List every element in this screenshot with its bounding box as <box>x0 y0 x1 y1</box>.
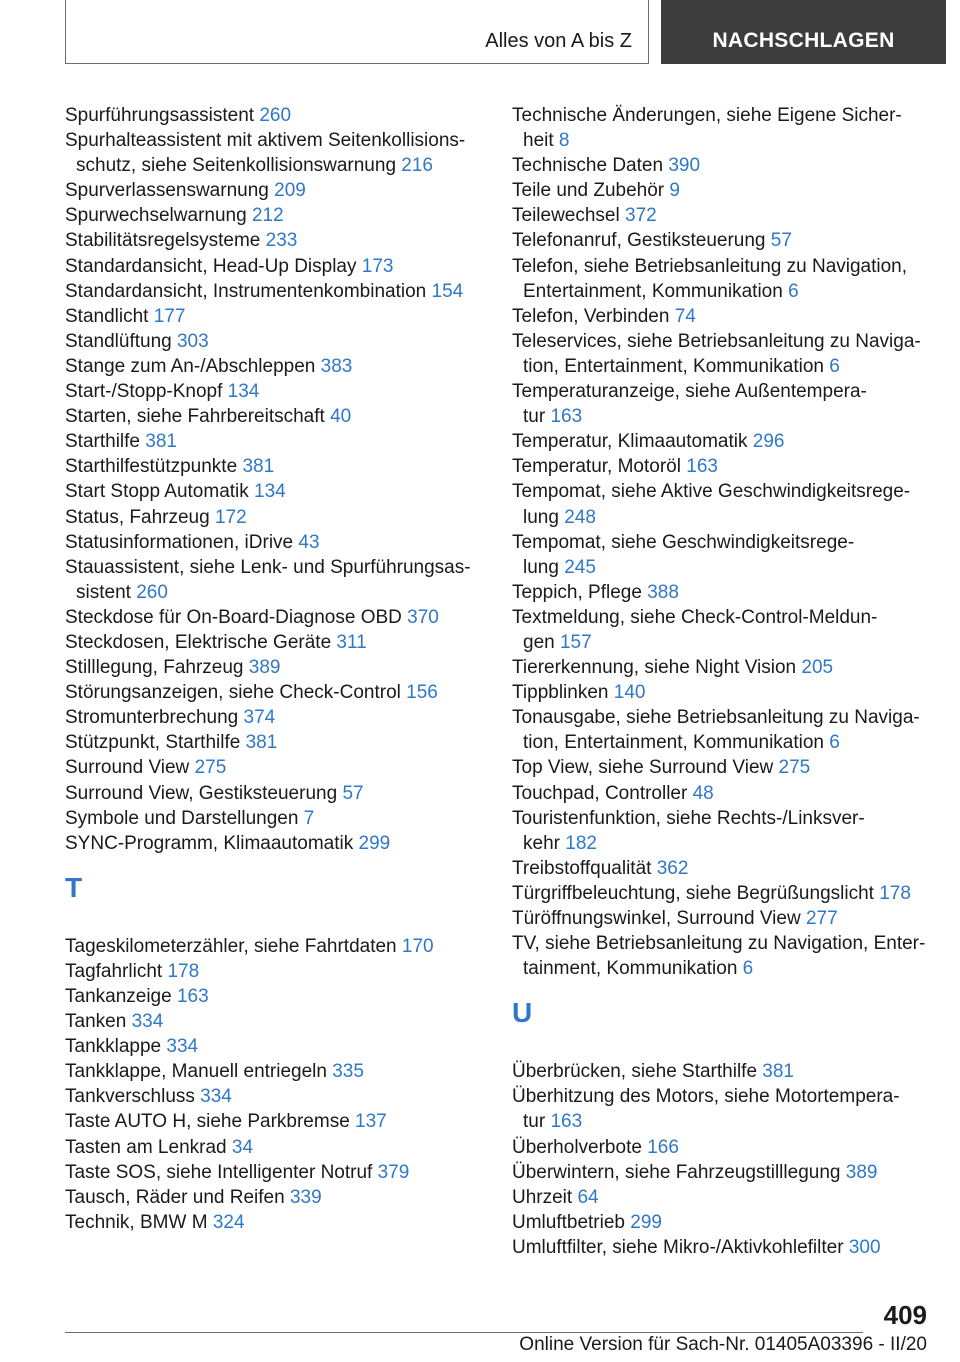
page-reference-link[interactable]: 374 <box>243 707 276 729</box>
page-number: 409 <box>883 1300 927 1330</box>
index-entry <box>65 959 495 984</box>
index-term-continued: lung <box>523 506 559 528</box>
index-column-left <box>65 103 495 1235</box>
index-entry <box>65 755 495 780</box>
page-reference-link[interactable]: 383 <box>320 355 353 377</box>
index-term: Starthilfestützpunkte <box>65 456 238 478</box>
index-entry <box>65 984 495 1009</box>
page-reference-link[interactable]: 209 <box>274 180 306 202</box>
index-entry <box>512 806 942 856</box>
index-entry <box>65 1135 495 1160</box>
page-reference-link[interactable]: 303 <box>176 330 209 352</box>
page-reference-link[interactable]: 182 <box>565 832 597 854</box>
page-reference-link[interactable]: 163 <box>550 1111 583 1133</box>
index-term: Temperatur, Motoröl <box>512 456 681 478</box>
index-entry <box>512 479 942 529</box>
index-entry <box>65 806 495 831</box>
page-reference-link[interactable]: 163 <box>176 986 209 1007</box>
index-entry <box>65 329 495 354</box>
index-term: Stilllegung, Fahrzeug <box>65 657 244 679</box>
header-tab-nachschlagen[interactable]: NACHSCHLAGEN <box>661 0 946 64</box>
index-entry <box>65 1109 495 1134</box>
index-term-continued: tion, Entertainment, Kommunikation <box>523 355 824 377</box>
page-reference-link[interactable]: 177 <box>153 305 186 327</box>
index-term: Umluftfilter, siehe Mikro-/Aktivkohlefilter <box>512 1236 844 1258</box>
index-term: Teile und Zubehör <box>512 180 665 202</box>
index-term-continued: Entertainment, Kommunikation <box>523 280 783 302</box>
page-reference-link[interactable]: 248 <box>564 506 596 528</box>
index-entry <box>512 1160 942 1185</box>
page-reference-link[interactable]: 178 <box>167 960 200 982</box>
index-entry <box>512 1059 942 1084</box>
index-entry <box>65 103 495 128</box>
page-reference-link[interactable]: 156 <box>406 682 438 704</box>
index-entry <box>512 103 942 153</box>
page-reference-link[interactable]: 275 <box>778 757 811 779</box>
header-section-title: Alles von A bis Z <box>485 30 632 52</box>
index-term: Top View, siehe Surround View <box>512 757 774 779</box>
index-entry <box>65 655 495 680</box>
index-entry <box>65 630 495 655</box>
index-entry <box>65 1185 495 1210</box>
index-term: Surround View, Gestiksteuerung <box>65 782 338 804</box>
index-list-s <box>65 103 495 856</box>
index-entry <box>65 705 495 730</box>
index-term: Starthilfe <box>65 431 140 453</box>
index-entry <box>65 479 495 504</box>
index-entry <box>512 655 942 680</box>
page-reference-link[interactable]: 381 <box>242 456 275 478</box>
index-entry <box>65 530 495 555</box>
index-entry <box>512 178 942 203</box>
footer-version: Online Version für Sach-Nr. 01405A03396 - II/20 <box>519 1334 927 1355</box>
index-term: Standardansicht, Head-Up Display <box>65 255 357 277</box>
page-reference-link[interactable]: 212 <box>251 205 284 227</box>
page-reference-link[interactable]: 8 <box>558 130 570 152</box>
index-entry <box>65 254 495 279</box>
footer-divider <box>65 1332 863 1333</box>
page-reference-link[interactable]: 389 <box>248 657 281 679</box>
index-entry <box>512 1185 942 1210</box>
index-term: Taste AUTO H, siehe Parkbremse <box>65 1111 350 1133</box>
index-entry <box>512 454 942 479</box>
index-entry <box>512 429 942 454</box>
index-entry <box>512 530 942 580</box>
page-reference-link[interactable]: 339 <box>289 1186 322 1208</box>
index-term: Starten, siehe Fahrbereitschaft <box>65 406 325 428</box>
index-entry <box>65 228 495 253</box>
page-reference-link[interactable]: 137 <box>355 1111 387 1133</box>
index-term: Überwintern, siehe Fahrzeugstilllegung <box>512 1161 841 1183</box>
index-term: Steckdose für On-Board-Diagnose OBD <box>65 606 402 628</box>
index-term: Tippblinken <box>512 682 609 704</box>
index-entry <box>65 354 495 379</box>
index-term: Surround View <box>65 757 190 779</box>
page-reference-link[interactable]: 7 <box>303 807 315 829</box>
page-reference-link[interactable]: 6 <box>829 732 840 754</box>
index-term: Tiererkennung, siehe Night Vision <box>512 657 797 679</box>
page-reference-link[interactable]: 388 <box>647 581 679 603</box>
page-reference-link[interactable]: 57 <box>342 782 364 804</box>
page-reference-link[interactable]: 64 <box>577 1186 599 1208</box>
index-entry <box>512 856 942 881</box>
index-entry <box>512 881 942 906</box>
index-entry <box>65 379 495 404</box>
index-entry <box>65 404 495 429</box>
page-reference-link[interactable]: 334 <box>200 1086 232 1108</box>
page-reference-link[interactable]: 260 <box>136 581 168 603</box>
index-term-continued: schutz, siehe Seitenkollisionswarnung <box>76 155 397 177</box>
index-entry <box>65 429 495 454</box>
index-term: Spurführungsassistent <box>65 105 255 126</box>
index-term: Teilewechsel <box>512 205 620 227</box>
index-term: Tausch, Räder und Reifen <box>65 1186 285 1208</box>
page-reference-link[interactable]: 216 <box>401 155 433 177</box>
index-term: Störungsanzeigen, siehe Check-Control <box>65 682 401 704</box>
index-term: Stützpunkt, Starthilfe <box>65 732 241 754</box>
page-reference-link[interactable]: 370 <box>407 606 439 628</box>
index-term: Tageskilometerzähler, siehe Fahrtdaten <box>65 935 397 957</box>
index-term: Telefon, siehe Betriebsanleitung zu Navigation, <box>512 255 908 277</box>
index-entry <box>512 228 942 253</box>
page-reference-link[interactable]: 9 <box>669 180 680 202</box>
page-reference-link[interactable]: 299 <box>630 1211 662 1233</box>
index-entry <box>65 454 495 479</box>
page-reference-link[interactable]: 389 <box>845 1161 878 1183</box>
index-term: Türgriffbeleuchtung, siehe Begrüßungslicht <box>512 882 874 904</box>
page-reference-link[interactable]: 74 <box>674 305 696 327</box>
index-entry <box>512 153 942 178</box>
index-list-t-continued <box>512 103 942 981</box>
index-entry <box>512 203 942 228</box>
index-entry <box>512 906 942 931</box>
index-term: Uhrzeit <box>512 1186 573 1208</box>
index-letter-u: U <box>512 997 533 1029</box>
index-term: Textmeldung, siehe Check-Control-Meldun- <box>512 606 878 628</box>
index-term: Tanken <box>65 1011 127 1033</box>
page-reference-link[interactable]: 260 <box>259 105 292 126</box>
index-term: Spurhalteassistent mit aktivem Seitenkollisions- <box>65 130 466 152</box>
index-term: Treibstoffqualität <box>512 857 652 879</box>
index-term: Spurverlassenswarnung <box>65 180 269 202</box>
index-term: Stabilitätsregelsysteme <box>65 230 261 252</box>
page-reference-link[interactable]: 134 <box>227 381 260 403</box>
index-term-continued: tur <box>523 406 546 428</box>
index-term: Teleservices, siehe Betriebsanleitung zu Naviga- <box>512 330 921 352</box>
index-entry <box>65 1059 495 1084</box>
page-reference-link[interactable]: 277 <box>805 908 838 929</box>
index-term: SYNC-Programm, Klimaautomatik <box>65 832 354 854</box>
index-entry <box>512 931 942 981</box>
page-reference-link[interactable]: 6 <box>742 958 754 980</box>
page-reference-link[interactable]: 390 <box>668 155 701 177</box>
index-term: Temperatur, Klimaautomatik <box>512 431 748 453</box>
index-entry <box>65 178 495 203</box>
index-term: TV, siehe Betriebsanleitung zu Navigation, Enter- <box>512 933 926 955</box>
index-term: Spurwechselwarnung <box>65 205 247 227</box>
index-term: Tempomat, siehe Aktive Geschwindigkeitsrege- <box>512 481 911 503</box>
index-term: Tankverschluss <box>65 1086 195 1108</box>
index-term: Status, Fahrzeug <box>65 506 210 528</box>
index-entry <box>512 781 942 806</box>
index-term: Stromunterbrechung <box>65 707 239 729</box>
page-reference-link[interactable]: 43 <box>298 531 320 553</box>
index-entry <box>65 1084 495 1109</box>
index-term: Türöffnungswinkel, Surround View <box>512 908 801 929</box>
page-reference-link[interactable]: 173 <box>361 255 394 277</box>
index-entry <box>512 304 942 329</box>
page-reference-link[interactable]: 48 <box>692 782 714 804</box>
page-reference-link[interactable]: 372 <box>625 205 657 227</box>
page-reference-link[interactable]: 172 <box>214 506 247 528</box>
index-entry <box>65 934 495 959</box>
page-reference-link[interactable]: 34 <box>231 1136 254 1158</box>
index-column-right <box>512 103 942 1260</box>
index-term: Telefonanruf, Gestiksteuerung <box>512 230 766 252</box>
index-entry <box>65 605 495 630</box>
index-term-continued: heit <box>523 130 554 152</box>
index-entry <box>65 304 495 329</box>
index-term: Tonausgabe, siehe Betriebsanleitung zu Naviga- <box>512 707 920 729</box>
index-entry <box>512 254 942 304</box>
page-reference-link[interactable]: 334 <box>131 1011 164 1033</box>
index-entry <box>512 680 942 705</box>
index-term: Standlüftung <box>65 330 172 352</box>
page-reference-link[interactable]: 300 <box>848 1236 881 1258</box>
page-reference-link[interactable]: 296 <box>752 431 785 453</box>
index-term: Überhitzung des Motors, siehe Motortempera- <box>512 1086 900 1108</box>
page-reference-link[interactable]: 40 <box>330 406 352 428</box>
index-term: Umluftbetrieb <box>512 1211 625 1233</box>
index-term: Tagfahrlicht <box>65 960 163 982</box>
index-term: Symbole und Darstellungen <box>65 807 299 829</box>
page-reference-link[interactable]: 157 <box>559 631 592 653</box>
index-term: Touchpad, Controller <box>512 782 688 804</box>
page-reference-link[interactable]: 170 <box>401 935 434 957</box>
index-entry <box>512 329 942 379</box>
page-reference-link[interactable]: 362 <box>656 857 689 879</box>
index-entry <box>65 680 495 705</box>
index-term: Tankanzeige <box>65 986 172 1007</box>
index-term: Start Stopp Automatik <box>65 481 249 503</box>
page-reference-link[interactable]: 6 <box>829 355 840 377</box>
page-reference-link[interactable]: 335 <box>332 1061 364 1083</box>
index-term: Statusinformationen, iDrive <box>65 531 294 553</box>
index-term: Tankklappe <box>65 1036 162 1058</box>
index-entry <box>512 1235 942 1260</box>
index-term: Steckdosen, Elektrische Geräte <box>65 631 332 653</box>
index-entry <box>512 379 942 429</box>
index-entry <box>65 279 495 304</box>
index-term-continued: gen <box>523 631 555 653</box>
index-term: Touristenfunktion, siehe Rechts-/Linksver- <box>512 807 865 829</box>
page-reference-link[interactable]: 245 <box>564 556 596 578</box>
page-reference-link[interactable]: 6 <box>788 280 799 302</box>
page-reference-link[interactable]: 178 <box>879 882 911 904</box>
page-reference-link[interactable]: 381 <box>145 431 177 453</box>
index-entry <box>65 1034 495 1059</box>
index-term-continued: tainment, Kommunikation <box>523 958 738 980</box>
page-reference-link[interactable]: 311 <box>336 631 367 653</box>
page-reference-link[interactable]: 166 <box>647 1136 679 1158</box>
index-term: Telefon, Verbinden <box>512 305 670 327</box>
index-term-continued: tion, Entertainment, Kommunikation <box>523 732 824 754</box>
index-entry <box>512 1084 942 1134</box>
index-entry <box>65 1160 495 1185</box>
index-entry <box>65 1009 495 1034</box>
index-entry <box>65 128 495 178</box>
index-term: Tankklappe, Manuell entriegeln <box>65 1061 327 1083</box>
page-reference-link[interactable]: 57 <box>770 230 792 252</box>
index-term: Überbrücken, siehe Starthilfe <box>512 1061 758 1083</box>
index-term: Tasten am Lenkrad <box>65 1136 227 1158</box>
index-entry <box>65 555 495 605</box>
page-reference-link[interactable]: 379 <box>377 1161 410 1183</box>
index-list-t <box>65 934 495 1235</box>
index-entry <box>65 505 495 530</box>
index-term-continued: tur <box>523 1111 546 1133</box>
page-reference-link[interactable]: 334 <box>166 1036 199 1058</box>
index-term-continued: lung <box>523 556 559 578</box>
index-entry <box>65 781 495 806</box>
index-entry <box>512 605 942 655</box>
page-reference-link[interactable]: 163 <box>686 456 718 478</box>
page-reference-link[interactable]: 324 <box>212 1211 245 1233</box>
index-term: Teppich, Pflege <box>512 581 642 603</box>
index-term: Standardansicht, Instrumentenkombination <box>65 280 427 302</box>
index-entry <box>65 203 495 228</box>
page-reference-link[interactable]: 381 <box>245 732 278 754</box>
page-reference-link[interactable]: 140 <box>613 682 646 704</box>
page-reference-link[interactable]: 154 <box>431 280 464 302</box>
page-reference-link[interactable]: 381 <box>762 1061 794 1083</box>
page-reference-link[interactable]: 275 <box>194 757 227 779</box>
index-entry <box>65 1210 495 1235</box>
page-reference-link[interactable]: 134 <box>254 481 286 503</box>
index-term: Standlicht <box>65 305 149 327</box>
index-term: Taste SOS, siehe Intelligenter Notruf <box>65 1161 373 1183</box>
index-term: Technik, BMW M <box>65 1211 208 1233</box>
page-reference-link[interactable]: 299 <box>358 832 391 854</box>
index-term: Technische Daten <box>512 155 664 177</box>
index-term: Start-/Stopp-Knopf <box>65 381 223 403</box>
index-term: Tempomat, siehe Geschwindigkeitsrege- <box>512 531 855 553</box>
page-reference-link[interactable]: 233 <box>265 230 298 252</box>
index-entry <box>512 1135 942 1160</box>
index-term-continued: kehr <box>523 832 560 854</box>
index-term-continued: sistent <box>76 581 131 603</box>
index-list-u <box>512 1059 942 1260</box>
index-entry <box>65 831 495 856</box>
index-entry <box>512 1210 942 1235</box>
page-reference-link[interactable]: 205 <box>801 657 834 679</box>
index-term: Stauassistent, siehe Lenk- und Spurführungsas- <box>65 556 471 578</box>
index-letter-t: T <box>65 871 83 903</box>
index-entry <box>512 755 942 780</box>
index-term: Temperaturanzeige, siehe Außentempera- <box>512 381 867 403</box>
index-entry <box>65 730 495 755</box>
page-reference-link[interactable]: 163 <box>550 406 583 428</box>
index-entry <box>512 580 942 605</box>
index-term: Technische Änderungen, siehe Eigene Sicher- <box>512 105 902 126</box>
index-term: Stange zum An-/Abschleppen <box>65 355 316 377</box>
index-term: Überholverbote <box>512 1136 642 1158</box>
index-entry <box>512 705 942 755</box>
